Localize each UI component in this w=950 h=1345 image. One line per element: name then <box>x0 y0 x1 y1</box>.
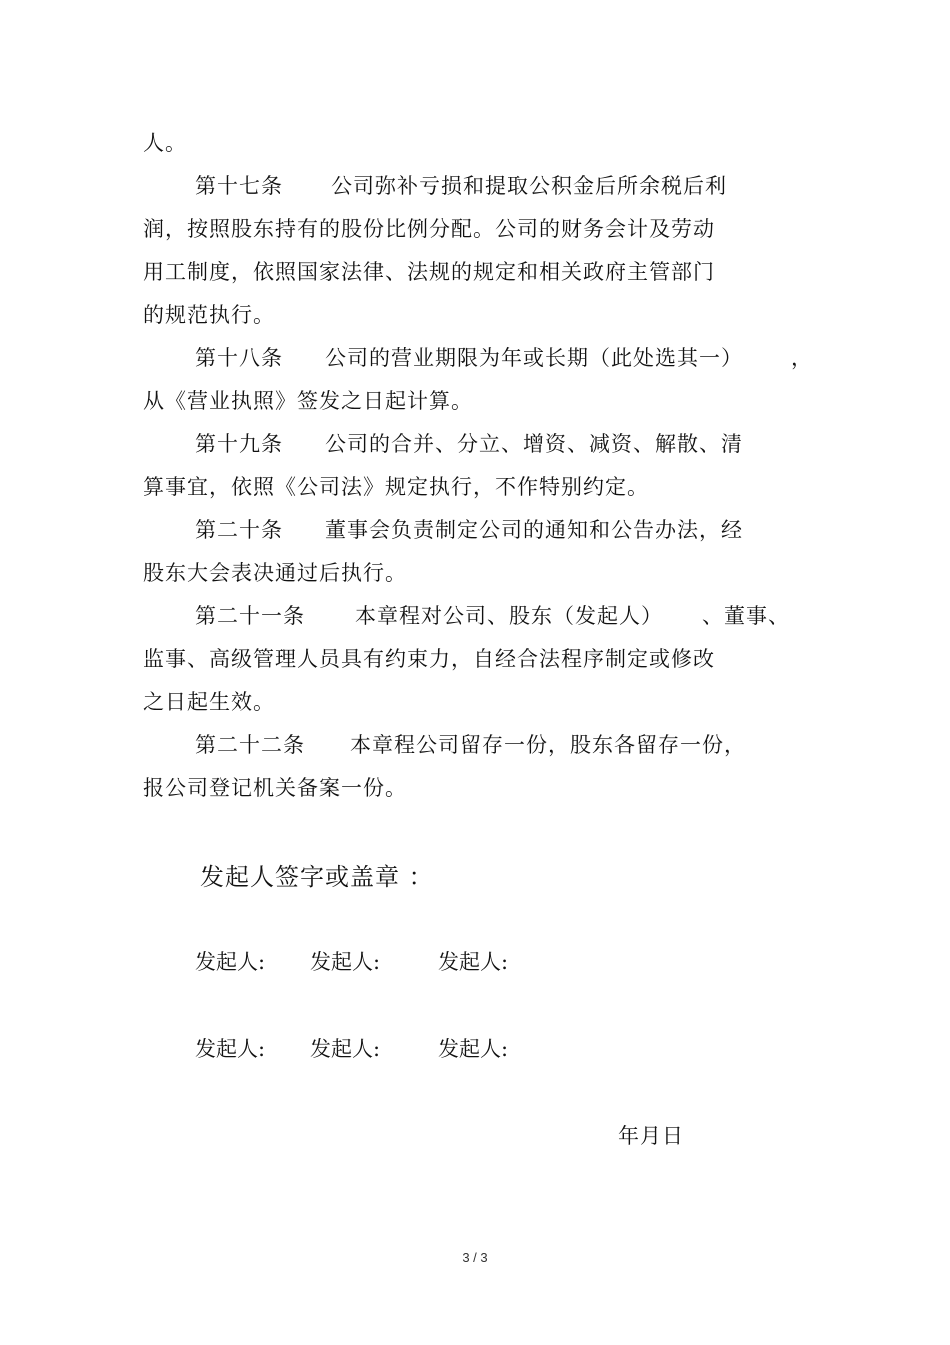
article-text-line: 之日起生效。 <box>143 690 275 714</box>
article-number: 第二十条 <box>195 518 283 542</box>
signer-label: 发起人: <box>310 1037 381 1061</box>
signature-date: 年月日 <box>618 1124 684 1148</box>
article-text-line: 润，按照股东持有的股份比例分配。公司的财务会计及劳动 <box>143 217 715 241</box>
article-text: 公司的营业期限为年或长期（此处选其一） <box>325 346 743 370</box>
article-text: 董事会负责制定公司的通知和公告办法，经 <box>325 518 743 542</box>
article-text-line: 从《营业执照》签发之日起计算。 <box>143 389 473 413</box>
article-text-line: 报公司登记机关备案一份。 <box>143 776 407 800</box>
article-number: 第十九条 <box>195 432 283 456</box>
signer-label: 发起人: <box>438 950 509 974</box>
page-indicator: 3 / 3 <box>462 1250 488 1265</box>
article-text-line: 股东大会表决通过后执行。 <box>143 561 407 585</box>
article-number: 第二十二条 <box>195 733 305 757</box>
article-trailing-punct: ， <box>791 346 813 370</box>
article-text-line: 监事、高级管理人员具有约束力，自经合法程序制定或修改 <box>143 647 715 671</box>
signer-label: 发起人: <box>310 950 381 974</box>
article-text-line: 用工制度，依照国家法律、法规的规定和相关政府主管部门 <box>143 260 715 284</box>
article-text-line: 的规范执行。 <box>143 303 275 327</box>
article-trailing-text: 、董事、 <box>702 604 790 628</box>
signer-label: 发起人: <box>195 950 266 974</box>
article-number: 第十七条 <box>195 174 283 198</box>
carry-over-text: 人。 <box>143 131 187 155</box>
article-text: 本章程对公司、股东（发起人） <box>355 604 663 628</box>
article-text: 本章程公司留存一份，股东各留存一份， <box>350 733 746 757</box>
signature-heading: 发起人签字或盖章 ： <box>200 863 434 891</box>
article-number: 第十八条 <box>195 346 283 370</box>
signer-label: 发起人: <box>438 1037 509 1061</box>
signer-label: 发起人: <box>195 1037 266 1061</box>
article-number: 第二十一条 <box>195 604 305 628</box>
article-text: 公司弥补亏损和提取公积金后所余税后利 <box>331 174 727 198</box>
article-text: 公司的合并、分立、增资、减资、解散、清 <box>325 432 743 456</box>
article-text-line: 算事宜，依照《公司法》规定执行，不作特别约定。 <box>143 475 649 499</box>
